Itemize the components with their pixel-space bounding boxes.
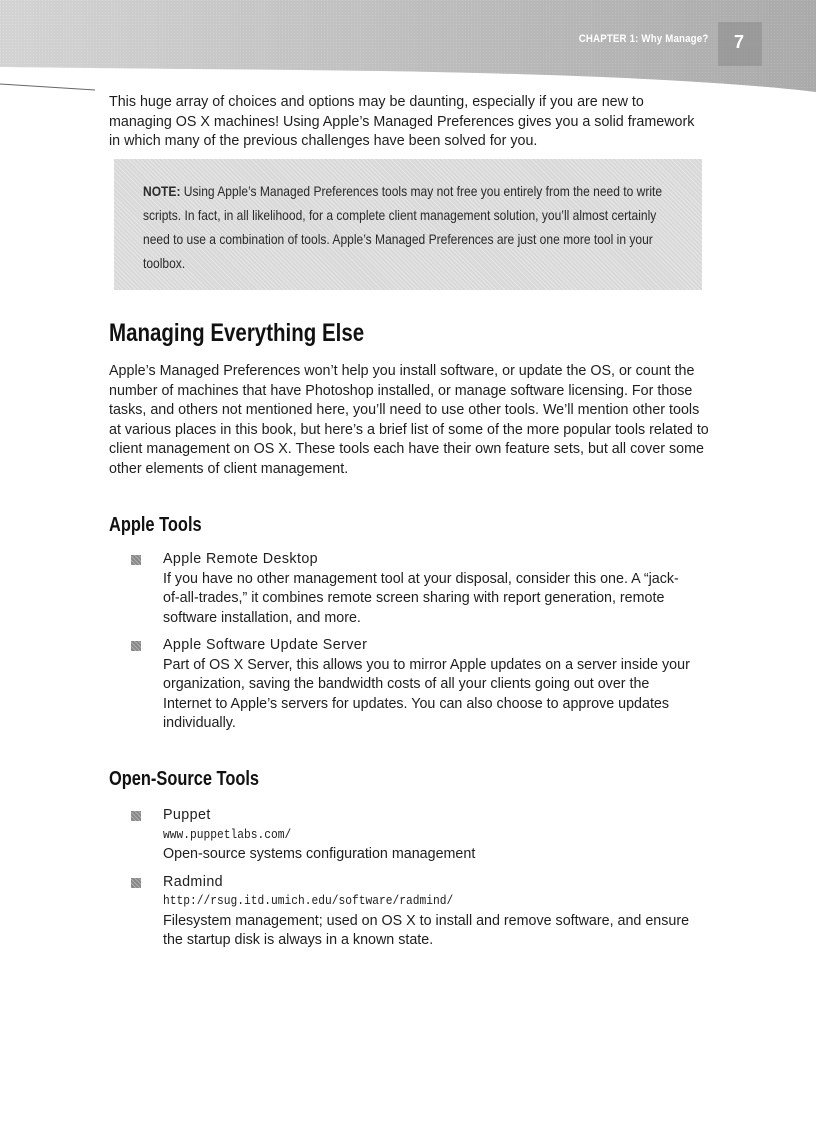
note-body: Using Apple’s Managed Preferences tools may not free you entirely from the need to write scripts. In fact, in all likelihood, for a complete client management solution, you’ll almost certainly need to use a combination of tools. Apple’s Managed Preferences are just one more tool in your toolbox. (143, 183, 663, 271)
item-title: Apple Remote Desktop (163, 551, 319, 567)
section-heading-open-source-tools: Open-Source Tools (109, 768, 260, 790)
bullet-square-icon (131, 878, 141, 888)
item-title: Puppet (163, 807, 211, 823)
item-description: Open-source systems configuration management (163, 846, 476, 862)
apple-tools-list (131, 550, 691, 742)
item-url-link[interactable]: www.puppetlabs.com/ (163, 827, 292, 842)
note-box (114, 159, 702, 290)
list-item (131, 636, 691, 734)
section-heading-apple-tools: Apple Tools (109, 514, 202, 536)
list-item (131, 550, 691, 628)
item-description: Part of OS X Server, this allows you to mirror Apple updates on a server inside your organization, saving the bandwidth costs of all your clients going out over the Internet to Apple’s servers for updates. You can also choose to approve updates individually. (163, 656, 690, 731)
item-description: If you have no other management tool at your disposal, consider this one. A “jack-of-all-trades,” it combines remote screen sharing with report generation, remote software installation, and more. (163, 570, 679, 626)
section-heading-managing: Managing Everything Else (109, 319, 365, 347)
chapter-label: CHAPTER 1: Why Manage? (578, 33, 708, 45)
managing-paragraph: Apple’s Managed Preferences won’t help you install software, or update the OS, or count the number of machines that have Photoshop installed, or manage software licensing. For those tasks, and others not mentioned here, you’ll need to use other tools. We’ll mention other tools at various places in this book, but here’s a brief list of some of the more popular tools related to client management on OS X. These tools each have their own feature sets, but all cover some other elements of client management. (109, 363, 709, 477)
bullet-square-icon (131, 555, 141, 565)
note-label: NOTE: (143, 183, 181, 199)
bullet-square-icon (131, 641, 141, 651)
list-item (131, 873, 691, 951)
chapter-header-band (0, 0, 816, 88)
list-item (131, 806, 691, 865)
open-source-tools-list (131, 806, 691, 959)
item-description: Filesystem management; used on OS X to install and remove software, and ensure the startup disk is always in a known state. (163, 912, 690, 948)
item-title: Apple Software Update Server (163, 637, 368, 653)
header-band-graphic (0, 0, 816, 100)
item-url-link[interactable]: http://rsug.itd.umich.edu/software/radmind/ (163, 894, 454, 908)
page-number: 7 (734, 32, 745, 52)
note-text (143, 179, 676, 275)
intro-paragraph: This huge array of choices and options may be daunting, especially if you are new to managing OS X machines! Using Apple’s Managed Preferences gives you a solid framework in which many of the previous challenges have been solved for you. (109, 94, 695, 149)
item-title: Radmind (163, 873, 224, 890)
bullet-square-icon (131, 811, 141, 821)
